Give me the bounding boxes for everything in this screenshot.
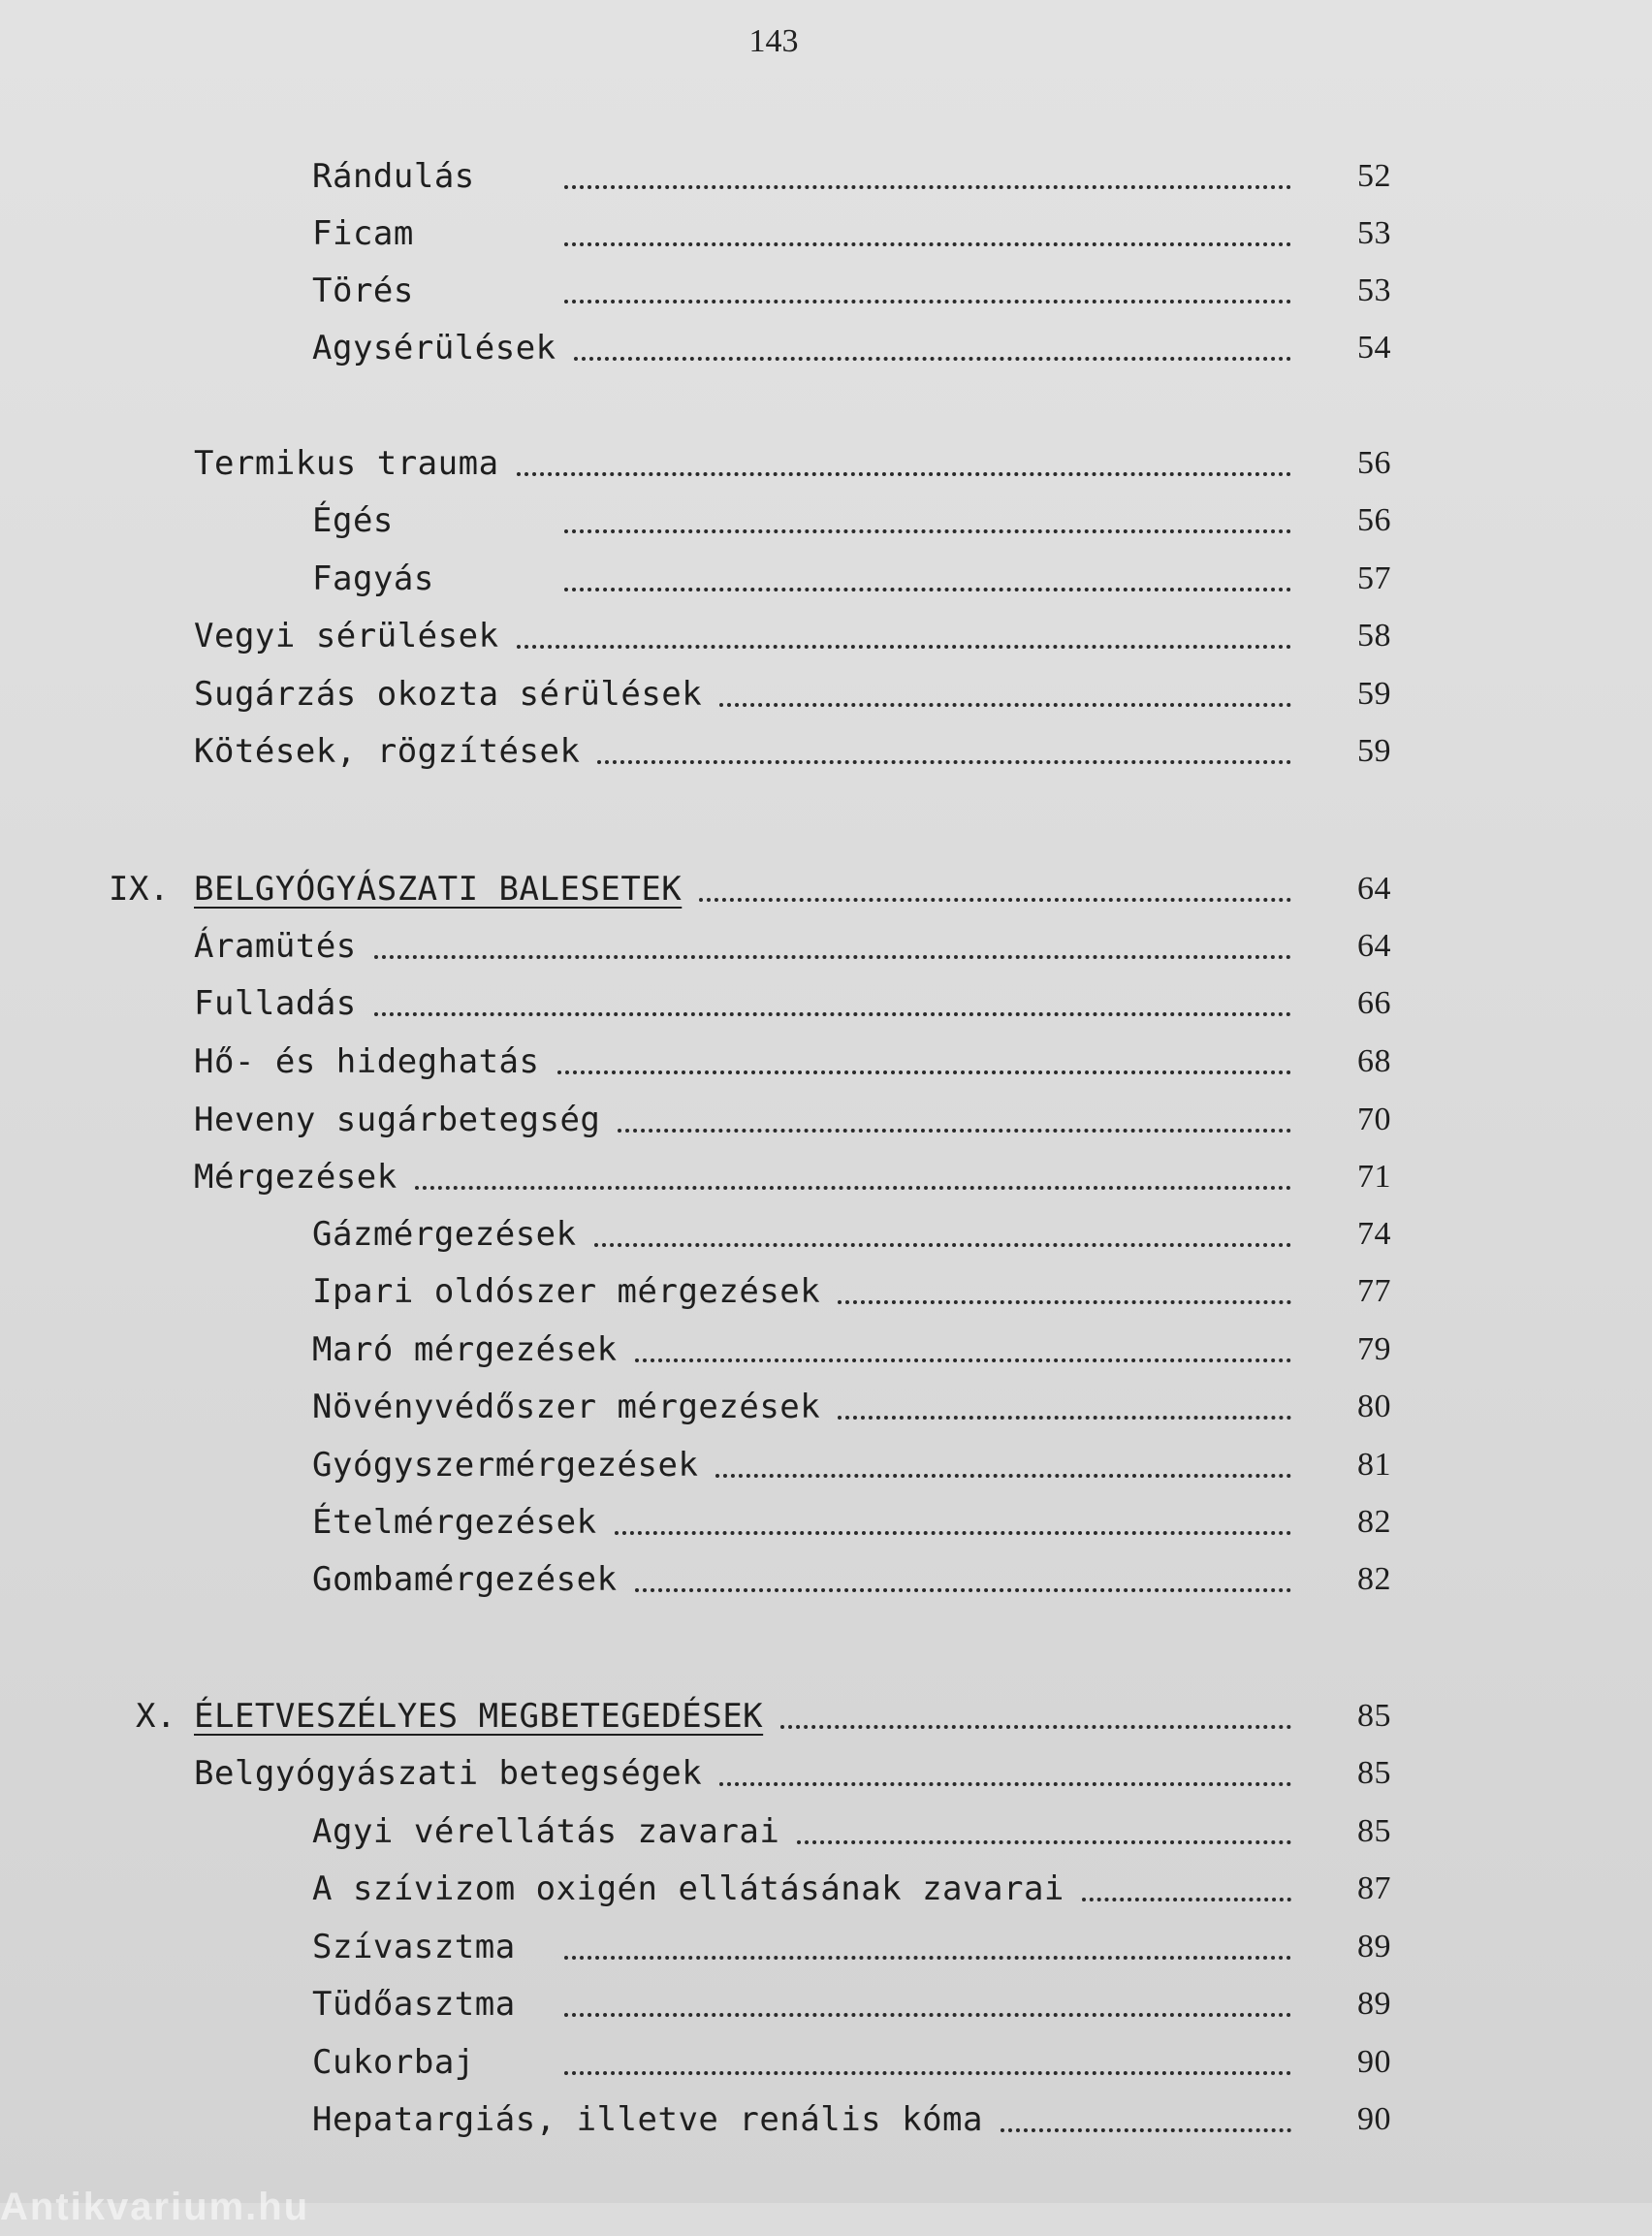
toc-entry-page: 58 <box>1357 618 1391 654</box>
dot-leader <box>557 1070 1292 1074</box>
dot-leader <box>517 472 1291 476</box>
dot-leader <box>635 1588 1291 1592</box>
dot-leader <box>374 955 1291 959</box>
toc-entry-page: 68 <box>1357 1043 1391 1079</box>
toc-entry-page: 53 <box>1357 272 1391 308</box>
toc-entry-label: Hepatargiás, illetve renális kóma <box>312 2100 984 2139</box>
toc-entry-page: 64 <box>1357 928 1391 964</box>
dot-leader <box>1082 1898 1291 1901</box>
dot-leader <box>594 1243 1291 1247</box>
dot-leader <box>564 2071 1291 2075</box>
toc-entry-page: 85 <box>1357 1755 1391 1791</box>
toc-entry <box>0 1558 1454 1601</box>
toc-entry-label: Belgyógyászati betegségek <box>194 1754 703 1793</box>
section-numeral: IX. <box>109 870 170 909</box>
toc-entry <box>0 1983 1454 2026</box>
dot-leader <box>797 1840 1291 1844</box>
toc-entry <box>0 925 1454 968</box>
toc-entry <box>0 2098 1454 2141</box>
toc-entry-page: 85 <box>1357 1698 1391 1734</box>
toc-entry <box>0 1868 1454 1910</box>
section-numeral: X. <box>136 1697 176 1736</box>
toc-entry-label: Tüdőasztma <box>312 1985 516 2024</box>
toc-entry <box>0 499 1454 542</box>
toc-entry-label: ÉLETVESZÉLYES MEGBETEGEDÉSEK <box>194 1697 764 1736</box>
toc-section-heading <box>0 1695 1454 1738</box>
toc-entry-label: Hő- és hideghatás <box>194 1042 540 1081</box>
toc-entry-label: Termikus trauma <box>194 444 499 483</box>
toc-entry-page: 89 <box>1357 1929 1391 1964</box>
toc-entry <box>0 270 1454 312</box>
dot-leader <box>838 1416 1291 1420</box>
toc-section-heading <box>0 868 1454 910</box>
toc-entry-page: 82 <box>1357 1561 1391 1597</box>
toc-entry <box>0 1270 1454 1313</box>
toc-entry-label: Agysérülések <box>312 329 556 367</box>
toc-entry <box>0 982 1454 1025</box>
dot-leader <box>574 357 1291 361</box>
toc-entry-page: 53 <box>1357 215 1391 251</box>
toc-entry <box>0 1386 1454 1428</box>
toc-entry-page: 77 <box>1357 1273 1391 1309</box>
toc-entry <box>0 2041 1454 2084</box>
dot-leader <box>374 1012 1291 1016</box>
toc-entry <box>0 730 1454 773</box>
toc-entry-label: Gyógyszermérgezések <box>312 1446 699 1485</box>
toc-entry-label: Kötések, rögzítések <box>194 732 581 771</box>
toc-entry-label: Heveny sugárbetegség <box>194 1101 601 1139</box>
toc-entry <box>0 1156 1454 1198</box>
footer-watermark: Antikvarium.hu <box>0 2186 310 2228</box>
dot-leader <box>715 1474 1291 1478</box>
toc-entry <box>0 1810 1454 1853</box>
toc-entry-label: Rándulás <box>312 157 475 196</box>
toc-entry-page: 59 <box>1357 733 1391 769</box>
dot-leader <box>564 529 1291 533</box>
toc-entry-label: Törés <box>312 272 414 310</box>
toc-entry <box>0 155 1454 198</box>
toc-entry-label: Sugárzás okozta sérülések <box>194 675 703 714</box>
toc-entry-page: 89 <box>1357 1986 1391 2022</box>
toc-entry-page: 79 <box>1357 1331 1391 1367</box>
dot-leader <box>564 588 1291 591</box>
toc-entry-label: Agyi vérellátás zavarai <box>312 1812 780 1851</box>
toc-entry-label: Égés <box>312 501 394 540</box>
dot-leader <box>564 242 1291 246</box>
toc-entry-page: 82 <box>1357 1504 1391 1540</box>
toc-entry-page: 64 <box>1357 871 1391 907</box>
toc-entry-page: 90 <box>1357 2044 1391 2080</box>
toc-entry-page: 57 <box>1357 560 1391 596</box>
toc-entry-label: Szívasztma <box>312 1928 516 1966</box>
dot-leader <box>415 1186 1291 1190</box>
toc-entry-label: Gombamérgezések <box>312 1560 618 1599</box>
page-number: 143 <box>748 23 799 59</box>
toc-entry <box>0 1213 1454 1256</box>
toc-entry <box>0 327 1454 369</box>
toc-entry-page: 70 <box>1357 1102 1391 1137</box>
dot-leader <box>564 300 1291 303</box>
toc-entry-page: 80 <box>1357 1389 1391 1424</box>
toc-entry-page: 85 <box>1357 1813 1391 1849</box>
toc-entry-label: Cukorbaj <box>312 2043 475 2082</box>
dot-leader <box>517 645 1291 649</box>
toc-entry <box>0 1040 1454 1083</box>
toc-entry <box>0 615 1454 657</box>
dot-leader <box>564 1956 1291 1960</box>
dot-leader <box>564 185 1291 189</box>
toc-entry-page: 56 <box>1357 445 1391 481</box>
toc-entry-label: Ficam <box>312 214 414 253</box>
toc-entry <box>0 1501 1454 1544</box>
toc-entry-page: 59 <box>1357 676 1391 712</box>
toc-entry <box>0 1328 1454 1371</box>
toc-entry <box>0 1926 1454 1968</box>
toc-entry-page: 56 <box>1357 502 1391 538</box>
toc-entry-label: Növényvédőszer mérgezések <box>312 1388 821 1426</box>
toc-entry-label: Mérgezések <box>194 1158 397 1197</box>
toc-entry-label: Ételmérgezések <box>312 1503 597 1542</box>
toc-entry <box>0 673 1454 716</box>
toc-entry-label: Fagyás <box>312 559 434 598</box>
toc-entry-page: 66 <box>1357 985 1391 1021</box>
toc-entry-label: Vegyi sérülések <box>194 617 499 655</box>
toc-entry-label: Maró mérgezések <box>312 1330 618 1369</box>
dot-leader <box>1001 2128 1291 2132</box>
toc-entry-label: Ipari oldószer mérgezések <box>312 1272 821 1311</box>
dot-leader <box>635 1358 1291 1362</box>
toc-entry-page: 54 <box>1357 330 1391 366</box>
dot-leader <box>719 1782 1291 1786</box>
toc-entry-page: 87 <box>1357 1870 1391 1906</box>
dot-leader <box>838 1300 1291 1304</box>
toc-entry-page: 90 <box>1357 2101 1391 2137</box>
toc-entry-label: Gázmérgezések <box>312 1215 577 1254</box>
dot-leader <box>564 2013 1291 2017</box>
toc-entry-label: Fulladás <box>194 984 357 1023</box>
toc-entry <box>0 1444 1454 1486</box>
toc-entry-page: 52 <box>1357 158 1391 194</box>
toc-entry-label: Áramütés <box>194 927 357 966</box>
dot-leader <box>597 760 1291 764</box>
toc-entry <box>0 1752 1454 1795</box>
toc-entry <box>0 1099 1454 1141</box>
toc-entry-label: BELGYÓGYÁSZATI BALESETEK <box>194 870 683 909</box>
toc-entry-page: 81 <box>1357 1447 1391 1483</box>
toc-entry <box>0 558 1454 600</box>
toc-entry <box>0 442 1454 485</box>
toc-entry-page: 74 <box>1357 1216 1391 1252</box>
dot-leader <box>618 1129 1291 1133</box>
dot-leader <box>615 1531 1291 1535</box>
toc-entry-label: A szívizom oxigén ellátásának zavarai <box>312 1869 1064 1908</box>
dot-leader <box>780 1725 1291 1729</box>
dot-leader <box>699 898 1291 902</box>
toc-entry <box>0 212 1454 255</box>
dot-leader <box>719 703 1291 707</box>
toc-entry-page: 71 <box>1357 1159 1391 1195</box>
